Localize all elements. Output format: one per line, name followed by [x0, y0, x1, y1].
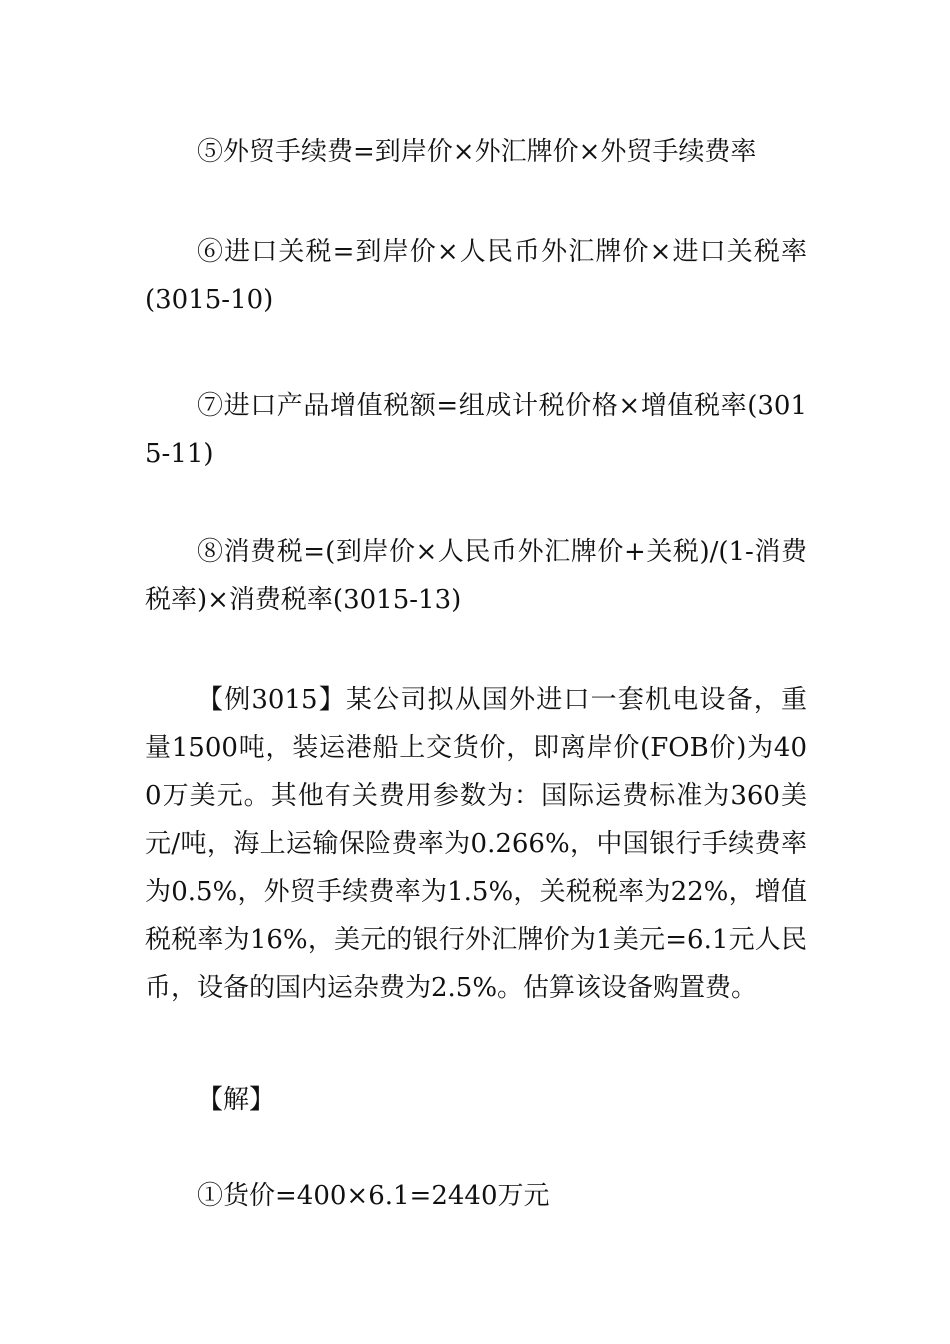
- solution-step-goods-price: ①货价=400×6.1=2440万元: [197, 1181, 550, 1211]
- formula-consumption-tax: ⑧消费税=(到岸价×人民币外汇牌价+关税)/(1-消费税率)×消费税率(3015-13): [145, 537, 807, 615]
- solution-heading: 【解】: [197, 1085, 276, 1115]
- formula-import-vat: ⑦进口产品增值税额=组成计税价格×增值税率(3015-11): [145, 391, 807, 469]
- formula-import-tariff: ⑥进口关税=到岸价×人民币外汇牌价×进口关税率(3015-10): [145, 237, 807, 315]
- example-problem-text: 【例3015】某公司拟从国外进口一套机电设备，重量1500吨，装运港船上交货价，即离岸价(FOB价)为400万美元。其他有关费用参数为：国际运费标准为360美元/吨，海上运输保险费率为0.266%，中国银行手续费率为0.5%，外贸手续费率为1.5%，关税税率为22%，增值税税率为16%，美元的银行外汇牌价为1美元=6.1元人民币，设备的国内运杂费为2.5%。估算该设备购置费。: [145, 685, 807, 1003]
- formula-foreign-trade-fee: ⑤外贸手续费=到岸价×外汇牌价×外贸手续费率: [197, 137, 757, 167]
